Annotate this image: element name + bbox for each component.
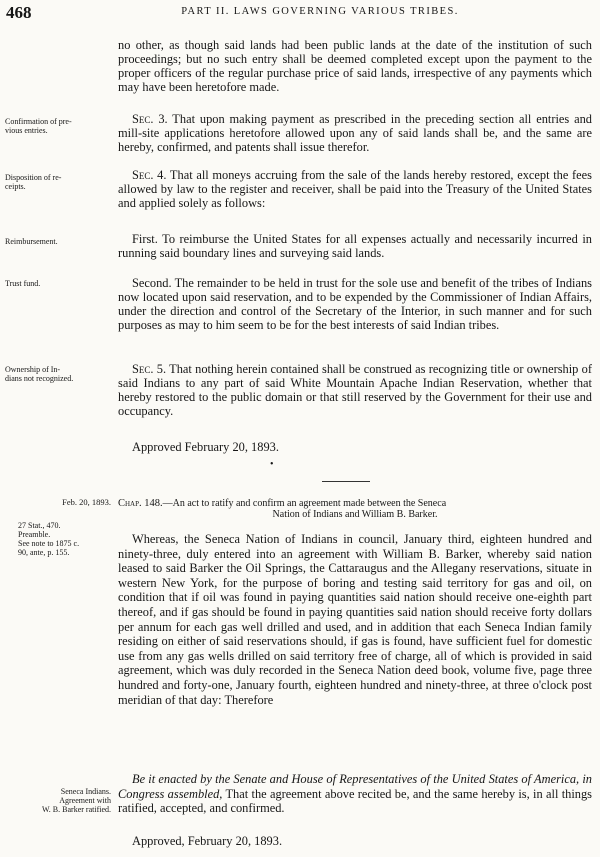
continued-paragraph <box>118 38 592 94</box>
paragraph-continuation: no other, as though said lands had been public lands at the date of the institution of such proceedings; but no such entry shall be deemed completed except upon the payment to the proper officers of the regular purchase price of said lands, irrespective of any payments which may have been heretofore made. <box>118 38 592 95</box>
note-confirmation <box>5 117 111 135</box>
note-line: 90, ante, p. 155. <box>18 548 70 557</box>
note-line: 27 Stat., 470. <box>18 521 61 530</box>
preamble <box>118 532 592 707</box>
chapter-heading <box>118 498 592 520</box>
section-divider <box>322 481 370 482</box>
chapter-label: Chap. 148. <box>118 498 163 509</box>
note-line: W. B. Barker ratified. <box>41 805 111 814</box>
note-citation <box>18 521 114 557</box>
approval-date-1: Approved February 20, 1893. <box>132 440 279 454</box>
note-date: Feb. 20, 1893. <box>62 497 111 507</box>
preamble-text: Whereas, the Seneca Nation of Indians in council, January third, eighteen hundred and ninety-three, duly entered into an agreement with William B. Barker, whereby said nation leased to said Barker the Oil Springs, the Cattaraugus and the Allegany reservations, situate in western New York, for the purpose of boring and testing said territory for gas and oil, on condition that if oil was found in paying quantities said nation should receive one-eighth part thereof, and if gas should be found in paying quantities said nation should receive forty dollars per annum for each gas well drilled and used, and in addition that each Seneca Indian family residing on either of said reservations should, if gas is found, have sufficient fuel for domestic use from any gas wells drilled on said territory free of charge, all of which is provided in said agreement, which was duly recorded in the Seneca Nation deed book, volume five, page three hundred and forty-one, January fourth, eighteen hundred and ninety-three, at three o'clock post meridian of that day: Therefore <box>118 532 592 707</box>
note-disposition <box>5 173 111 191</box>
note-line: vious entries. <box>5 126 48 135</box>
chapter-title-line-1: —An act to ratify and confirm an agreement made between the Seneca <box>162 498 447 509</box>
section-4-text: That all moneys accruing from the sale of the lands hereby restored, except the fees allowed by law to the register and receiver, shall be paid into the Treasury of the United States and applied solely as follows: <box>118 168 592 211</box>
section-3-text: That upon making payment as prescribed in the preceding section all entries and mill-site applications heretofore allowed upon any of said lands shall be, and the same are hereby, confirmed, and patents shall issue therefor. <box>118 112 592 155</box>
clause-second-text: Second. The remainder to be held in trust for the sole use and benefit of the tribes of Indians now located upon said reservation, and to be expended by the Commissioner of Indian Affairs, under the direction and control of the Secretary of the Interior, in such manner and for such purposes as may to him seem to be for the best interests of said Indian tribes. <box>118 276 592 333</box>
section-3-label: Sec. 3. <box>132 112 168 126</box>
note-ownership <box>5 365 111 383</box>
note-seneca <box>5 787 111 814</box>
clause-first-text: First. To reimburse the United States for all expenses actually and necessarily incurred in running said boundary lines and surveying said lands. <box>118 232 592 261</box>
note-trust-fund: Trust fund. <box>5 279 41 288</box>
note-line: Preamble. <box>18 530 51 539</box>
note-line: Agreement with <box>59 796 111 805</box>
approval-2 <box>118 834 592 848</box>
approval-1 <box>118 440 592 454</box>
section-5 <box>118 362 592 418</box>
note-line: See note to 1875 c. <box>18 539 80 548</box>
section-3 <box>118 112 592 154</box>
approval-date-2: Approved, February 20, 1893. <box>132 834 283 848</box>
note-reimbursement: Reimbursement. <box>5 237 58 246</box>
section-5-text: That nothing herein contained shall be construed as recognizing title or ownership of said Indians to any part of said White Mountain Apache Indian Reservation, whether that hereby restored to the public domain or that still reserved by the Government for their use and occupancy. <box>118 362 592 419</box>
enacting-formula: Be it enacted by the Senate and House of Representatives of the United States of America, in Congress assembled, <box>118 772 592 801</box>
page-number: 468 <box>6 3 32 22</box>
note-line: ceipts. <box>5 182 26 191</box>
running-header: PART II. LAWS GOVERNING VARIOUS TRIBES. <box>181 6 459 17</box>
section-4 <box>118 168 592 210</box>
section-4-label: Sec. 4. <box>132 168 167 182</box>
note-line: Confirmation of pre- <box>5 117 72 126</box>
section-5-label: Sec. 5. <box>132 362 167 376</box>
enacting-text: That the agreement above recited be, and the same hereby is, in all things ratified, accepted, and confirmed. <box>118 786 592 816</box>
ornament-dot: • <box>270 459 274 470</box>
note-line: Disposition of re- <box>5 173 62 182</box>
note-line: dians not recognized. <box>5 374 74 383</box>
clause-second <box>118 276 592 332</box>
note-line: Seneca Indians. <box>60 787 111 796</box>
note-line: Ownership of In- <box>5 365 61 374</box>
clause-first <box>118 232 592 260</box>
enacting-clause <box>118 772 592 816</box>
chapter-title-line-2: Nation of Indians and William B. Barker. <box>272 509 438 520</box>
